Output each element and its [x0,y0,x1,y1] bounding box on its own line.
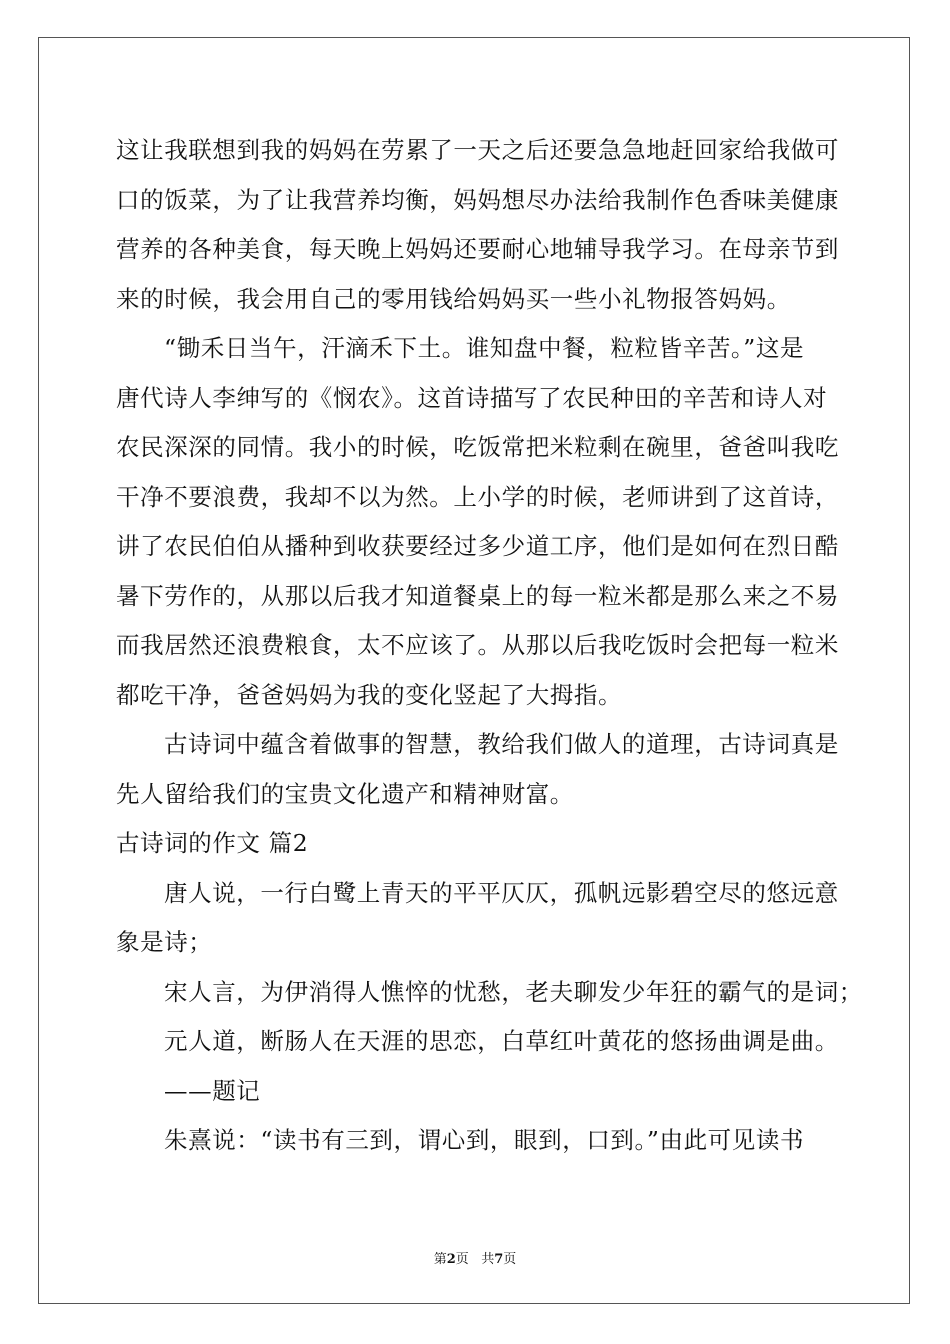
page-footer [0,1248,950,1267]
text-line: 古诗词中蕴含着做事的智慧，教给我们做人的道理，古诗词真是 [164,730,839,758]
text-line: 农民深深的同情。我小的时候，吃饭常把米粒剩在碗里，爸爸叫我吃 [116,433,839,461]
footer-total-label: 页 [503,1252,517,1267]
text-line: 暑下劳作的，从那以后我才知道餐桌上的每一粒米都是那么来之不易 [116,581,839,610]
paragraph [116,869,839,968]
text-line: 这让我联想到我的妈妈在劳累了一天之后还要急急地赶回家给我做可 [116,136,839,164]
footer-prefix: 第 [433,1252,447,1267]
paragraph [116,324,839,720]
epigraph-attribution: ——题记 [164,1076,261,1105]
text-line: 象是诗； [116,928,213,956]
current-page-number: 2 [446,1252,456,1267]
document-body [116,126,863,1166]
total-page-count: 7 [494,1252,504,1267]
footer-total-prefix: 共 [481,1252,495,1267]
text-line: 讲了农民伯伯从播种到收获要经过多少道工序，他们是如何在烈日酷 [116,532,839,560]
footer-page-label: 页 [455,1252,469,1267]
text-line: 而我居然还浪费粮食，太不应该了。从那以后我吃饭时会把每一粒米 [116,631,839,659]
text-line: 唐代诗人李绅写的《悯农》。这首诗描写了农民种田的辛苦和诗人对 [116,383,828,412]
paragraph: 元人道，断肠人在天涯的思恋，白草红叶黄花的悠扬曲调是曲。 [164,1027,839,1055]
paragraph: 朱熹说：“读书有三到，谓心到，眼到，口到。”由此可见读书 [164,1126,805,1154]
text-line: 干净不要浪费，我却不以为然。上小学的时候，老师讲到了这首诗， [116,482,839,511]
text-line: 营养的各种美食，每天晚上妈妈还要耐心地辅导我学习。在母亲节到 [116,235,839,263]
text-line: 都吃干净，爸爸妈妈为我的变化竖起了大拇指。 [116,680,623,709]
text-line: 来的时候，我会用自己的零用钱给妈妈买一些小礼物报答妈妈。 [116,284,791,313]
text-line: “锄禾日当午，汗滴禾下土。谁知盘中餐，粒粒皆辛苦。”这是 [164,334,805,362]
text-line: 先人留给我们的宝贵文化遗产和精神财富。 [116,779,574,808]
section-heading: 古诗词的作文 篇2 [116,829,309,857]
paragraph [116,126,839,324]
paragraph [116,720,839,819]
text-line: 唐人说，一行白鹭上青天的平平仄仄，孤帆远影碧空尽的悠远意 [164,878,839,907]
text-line: 口的饭菜，为了让我营养均衡，妈妈想尽办法给我制作色香味美健康 [116,185,839,214]
paragraph: 宋人言，为伊消得人憔悴的忧愁，老夫聊发少年狂的霸气的是词； [164,977,863,1006]
